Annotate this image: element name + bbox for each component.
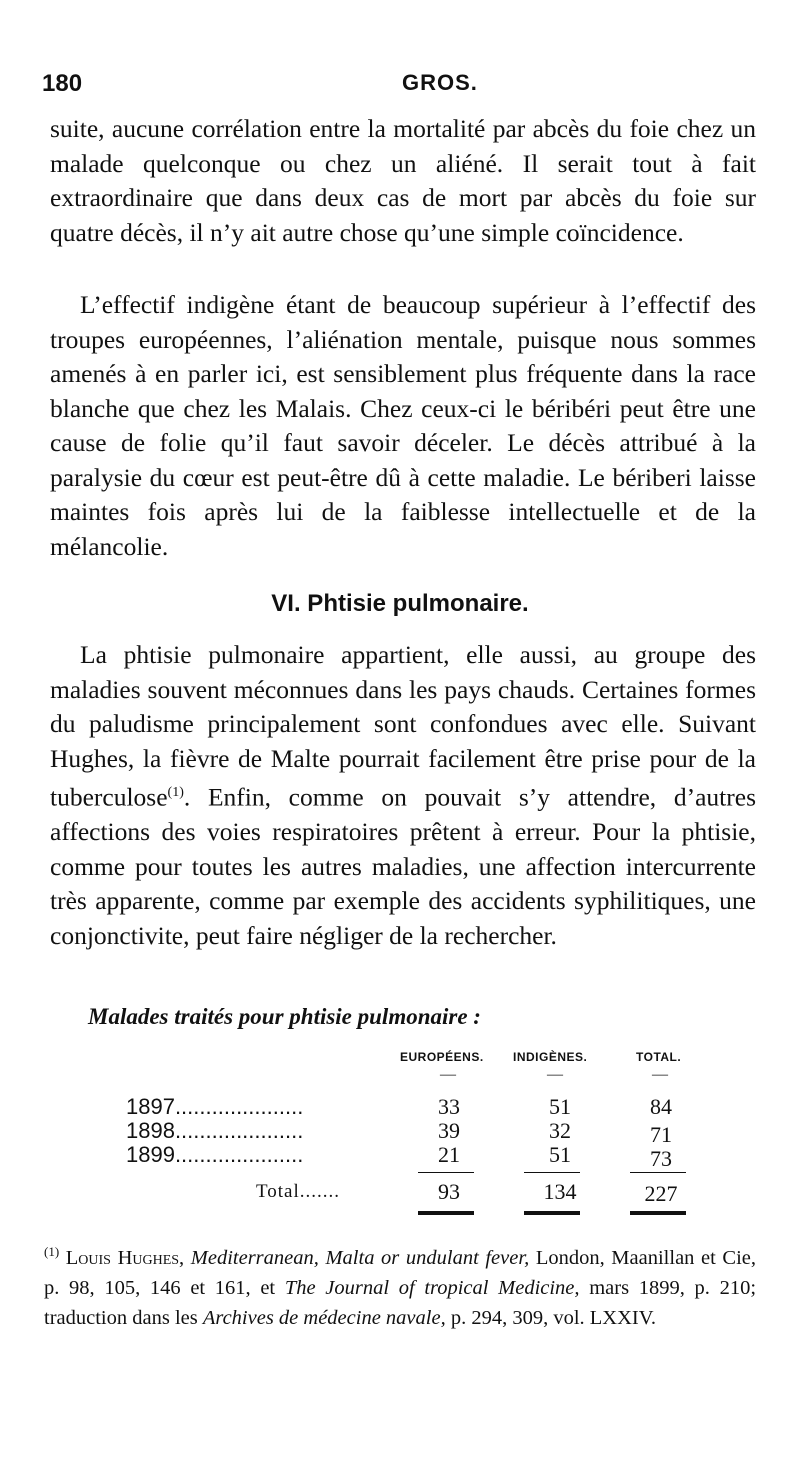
column-header-indigenes: INDIGÈNES.	[513, 1050, 588, 1064]
paragraph-3-part-a: La phtisie pulmonaire appartient, elle aussi, au groupe des maladies souvent méconnues dans les pays chauds. Certaines formes du paludisme principalement sont confondues avec elle. Suivant Hughes, la fièvre de Malte pourrait facilement être prise pour de la tuberculose	[50, 640, 756, 812]
total-label: Total.......	[256, 1181, 341, 1202]
table-cell: 33	[438, 1094, 460, 1119]
footnote-text-1: London, Maanillan et Cie, p. 98, 105, 146 et 161, et	[44, 1246, 757, 1299]
table-cell: 32	[549, 1118, 571, 1143]
table-caption: Malades traités pour phtisie pulmonaire :	[88, 1004, 481, 1029]
column-header-europeens: EUROPÉENS.	[400, 1050, 484, 1064]
paragraph-2-text: L’effectif indigène étant de beaucoup supérieur à l’effectif des troupes européennes, l’aliénation mentale, puisque nous sommes amenés à en parler ici, est sensiblement plus fréquente dans la race blanche que chez les Malais. Chez ceux-ci le béribéri peut être une cause de folie qu’il faut savoir déceler. Le décès attribué à la paralysie du cœur est peut-être dû à cette maladie. Le bériberi laisse maintes fois après lui de la faiblesse intellectuelle et de la mélancolie.	[50, 290, 756, 561]
running-head: GROS.	[402, 70, 478, 95]
row-label-1899: 1899.....................	[126, 1142, 304, 1167]
footnote-author: Louis Hughes,	[65, 1246, 185, 1269]
page-number: 180	[42, 70, 83, 97]
footnote-text-3: p. 294, 309, vol. LXXIV.	[450, 1306, 657, 1329]
row-label-1898: 1898.....................	[126, 1118, 304, 1143]
table-cell: 51	[549, 1094, 571, 1119]
footnote-title: Mediterranean, Malta or undulant fever,	[190, 1246, 530, 1269]
table-cell: 21	[438, 1142, 460, 1167]
total-rule	[630, 1211, 686, 1215]
footnote	[44, 1237, 756, 1333]
total-rule	[524, 1211, 580, 1215]
total-cell: 134	[543, 1179, 577, 1204]
column-header-total: TOTAL.	[636, 1050, 682, 1064]
column-dash: —	[440, 1066, 456, 1083]
section-heading: VI. Phtisie pulmonaire.	[271, 590, 529, 617]
total-rule	[418, 1211, 474, 1215]
table-cell: 39	[438, 1118, 460, 1143]
footnote-reference: (1)	[167, 785, 184, 800]
column-dash: —	[547, 1066, 563, 1083]
footnote-journal: The Journal of tropical Medicine,	[284, 1276, 580, 1299]
footnote-text-2: mars 1899, p. 210; traduction dans les	[44, 1276, 757, 1329]
sum-rule	[630, 1172, 686, 1173]
paragraph-1-text: suite, aucune corrélation entre la mortalité par abcès du foie chez un malade quelconque ou chez un aliéné. Il serait tout à fait extraordinaire que dans deux cas de mort par abcès du foie sur quatre décès, il n’y ait autre chose qu’une simple coïncidence.	[50, 114, 756, 247]
total-cell: 227	[644, 1181, 678, 1206]
column-dash: —	[652, 1066, 668, 1083]
table-cell: 73	[650, 1146, 672, 1171]
table-cell: 84	[650, 1094, 672, 1119]
paragraph-3-part-b: . Enfin, comme on pouvait s’y attendre, d’autres affections des voies respiratoires prêtent à erreur. Pour la phtisie, comme pour toutes les autres maladies, une affection intercurrente très apparente, comme par exemple des accidents syphilitiques, une conjonctivite, peut faire négliger de la rechercher.	[50, 782, 756, 950]
total-cell: 93	[438, 1179, 460, 1204]
sum-rule	[524, 1172, 580, 1173]
table-cell: 71	[650, 1122, 672, 1147]
row-label-1897: 1897.....................	[126, 1094, 304, 1119]
footnote-mark: (1)	[44, 1244, 60, 1259]
table-cell: 51	[549, 1142, 571, 1167]
footnote-archives: Archives de médecine navale,	[202, 1306, 446, 1329]
sum-rule	[418, 1172, 474, 1173]
